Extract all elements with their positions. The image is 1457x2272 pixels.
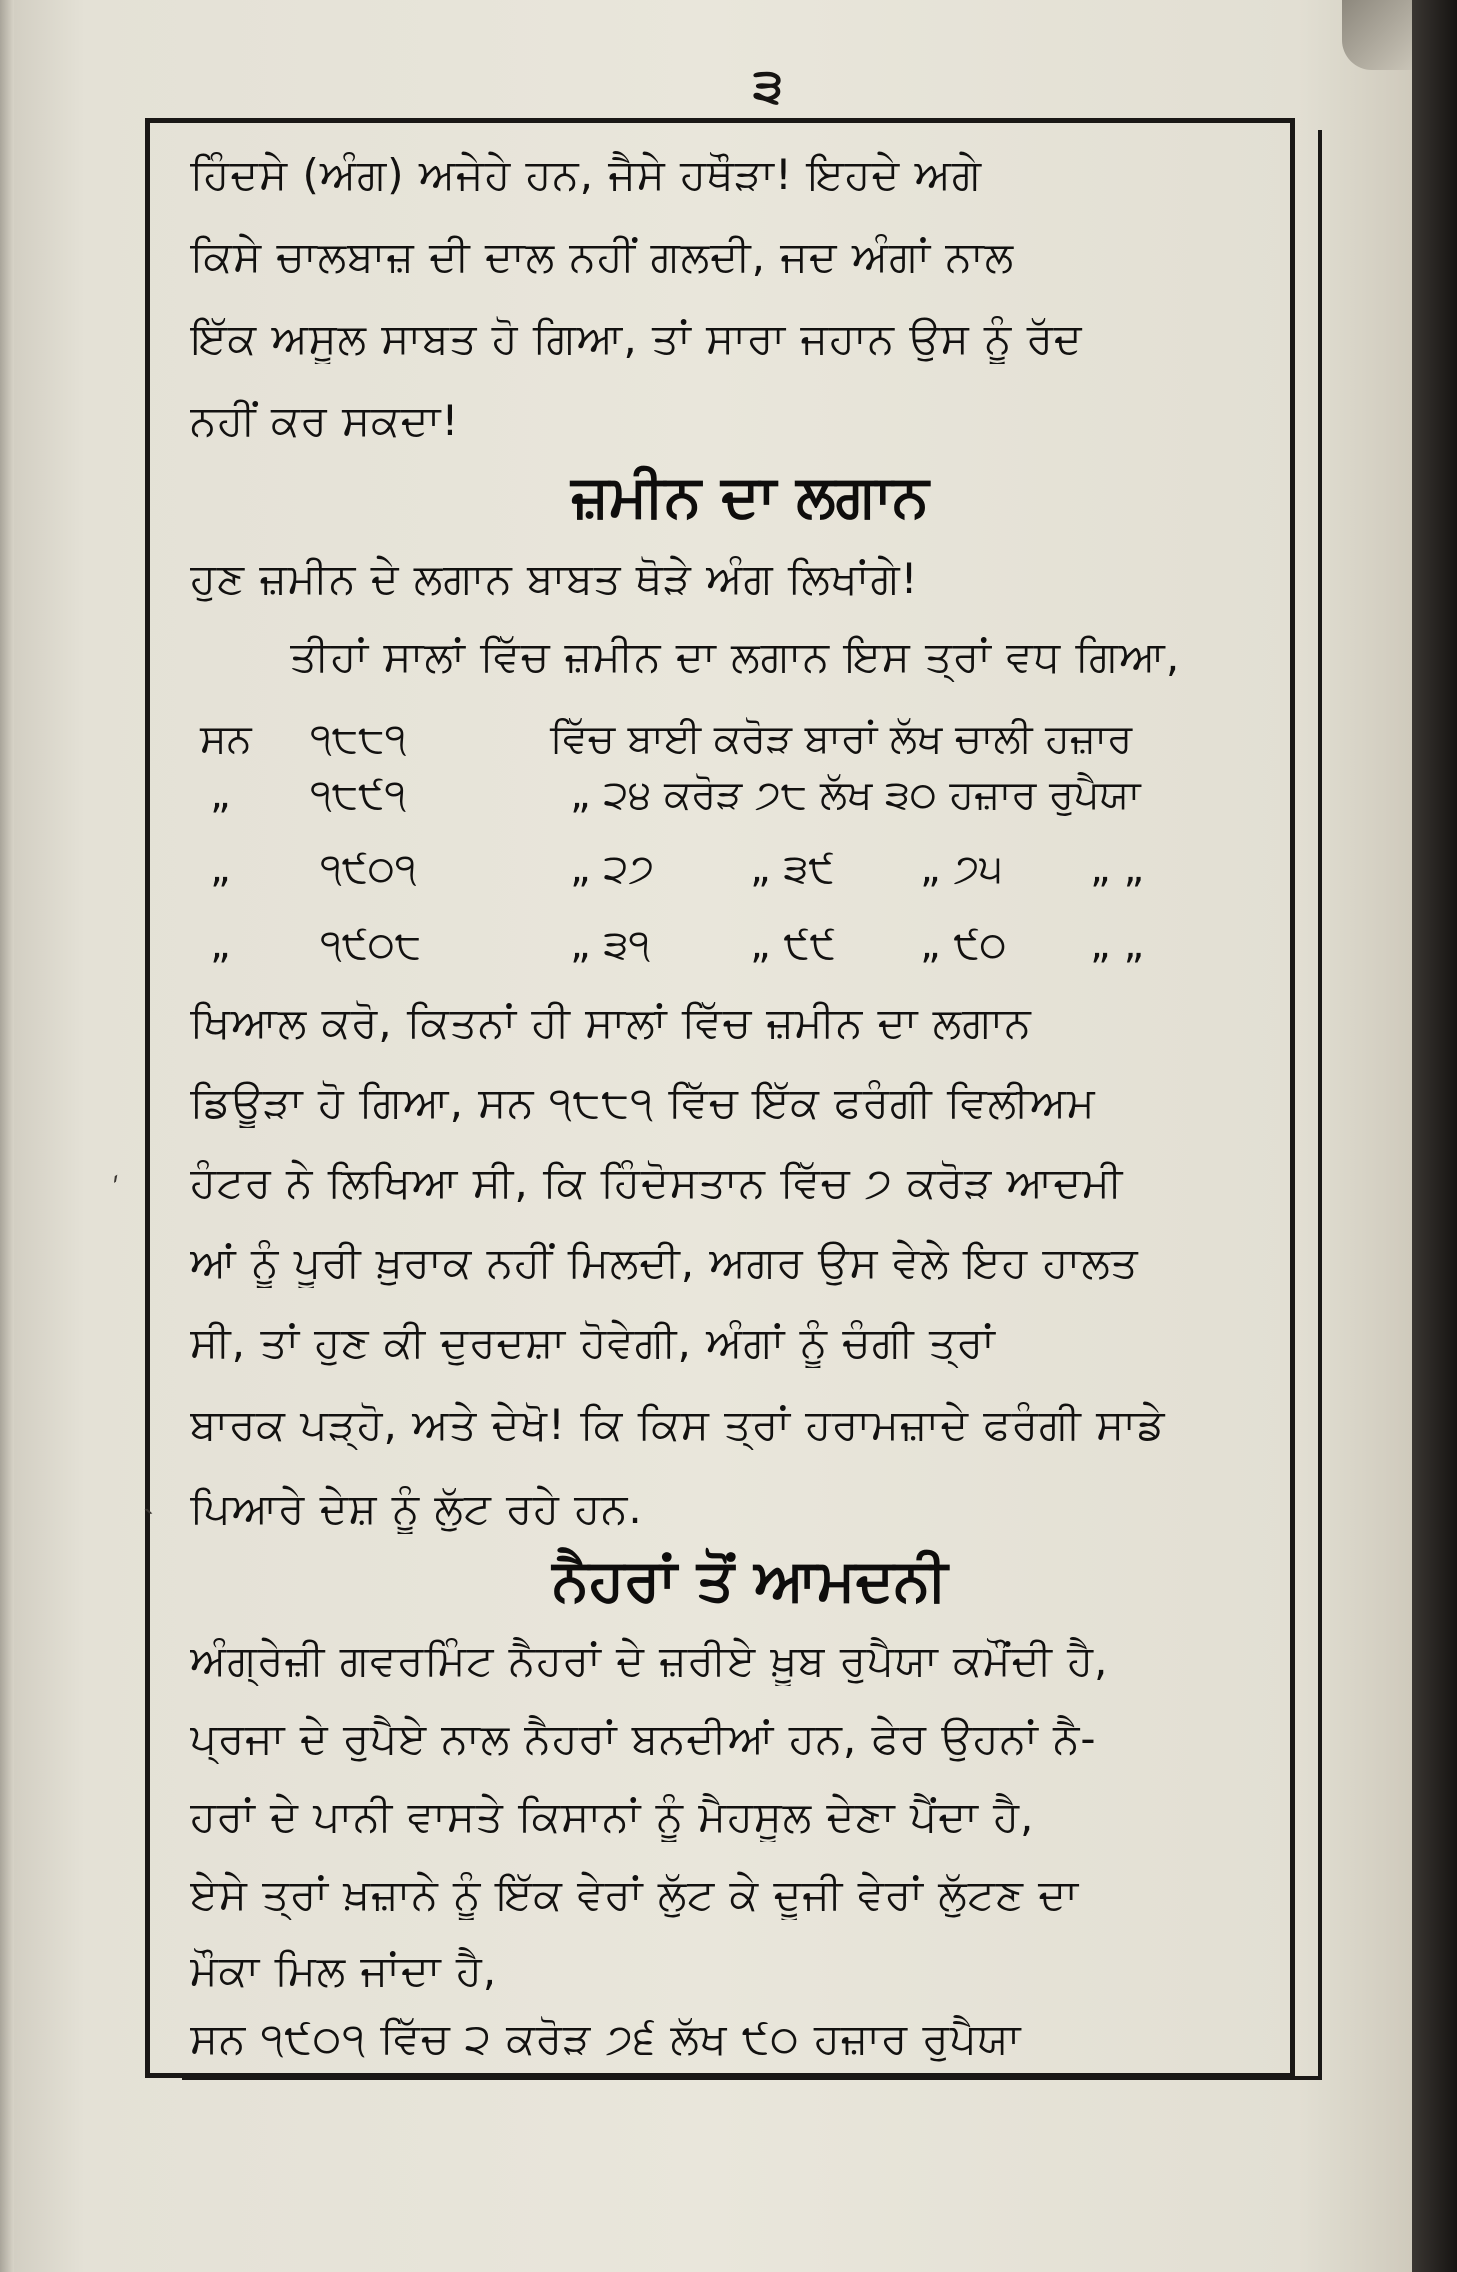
row-label: „ xyxy=(210,846,231,892)
paragraph1-line: ਕਿਸੇ ਚਾਲਬਾਜ਼ ਦੀ ਦਾਲ ਨਹੀਂ ਗਲਦੀ, ਜਦ ਅੰਗਾਂ ਨਾਲ xyxy=(190,232,1015,281)
revenue-table-row xyxy=(190,716,1310,772)
row-crore: „ ੨੭ xyxy=(570,846,655,892)
section-heading-land-revenue: ਜ਼ਮੀਨ ਦਾ ਲਗਾਨ xyxy=(571,462,929,530)
row-crore: „ ੩੧ xyxy=(570,922,651,968)
row-ditto: „ „ xyxy=(1090,922,1145,968)
revenue-table-row xyxy=(190,846,1310,902)
row-lakh: „ ੯੯ xyxy=(750,922,836,968)
row-label: ਸਨ xyxy=(200,716,252,762)
paragraph3-line: ਆਂ ਨੂੰ ਪੂਰੀ ਖ਼ੁਰਾਕ ਨਹੀਂ ਮਿਲਦੀ, ਅਗਰ ਉਸ ਵੇਲੇ ਇਹ ਹਾਲਤ xyxy=(190,1238,1139,1287)
paragraph1-line: ਹਿੰਦਸੇ (ਅੰਗ) ਅਜੇਹੇ ਹਨ, ਜੈਸੇ ਹਥੌੜਾ! ਇਹਦੇ ਅਗੇ xyxy=(190,150,982,199)
pencil-mark: ˏ xyxy=(92,1148,123,1187)
paragraph3-line: ਖਿਆਲ ਕਰੋ, ਕਿਤਨਾਂ ਹੀ ਸਾਲਾਂ ਵਿੱਚ ਜ਼ਮੀਨ ਦਾ ਲਗਾਨ xyxy=(190,998,1032,1047)
row-label: „ xyxy=(210,772,231,818)
paragraph3-line: ਸੀ, ਤਾਂ ਹੁਣ ਕੀ ਦੁਰਦਸ਼ਾ ਹੋਵੇਗੀ, ਅੰਗਾਂ ਨੂੰ ਚੰਗੀ ਤ੍ਰਾਂ xyxy=(190,1318,996,1367)
page-spine-shadow xyxy=(0,0,14,2272)
paragraph3-line: ਬਾਰਕ ਪੜ੍ਹੋ, ਅਤੇ ਦੇਖੋ! ਕਿ ਕਿਸ ਤ੍ਰਾਂ ਹਰਾਮਜ਼ਾਦੇ ਫਰੰਗੀ ਸਾਡੇ xyxy=(190,1400,1166,1449)
paragraph1-line: ਇੱਕ ਅਸੂਲ ਸਾਬਤ ਹੋ ਗਿਆ, ਤਾਂ ਸਾਰਾ ਜਹਾਨ ਉਸ ਨੂੰ ਰੱਦ xyxy=(190,314,1083,363)
row-value: „ ੨੪ ਕਰੋੜ ੭੮ ਲੱਖ ੩੦ ਹਜ਼ਾਰ ਰੁਪੈਯਾ xyxy=(570,772,1141,818)
revenue-table-row xyxy=(190,772,1310,828)
page-corner xyxy=(1342,0,1412,70)
paragraph1-line: ਨਹੀਂ ਕਰ ਸਕਦਾ! xyxy=(190,396,460,445)
row-thousand: „ ੭੫ xyxy=(920,846,1003,892)
row-lakh: „ ੩੯ xyxy=(750,846,835,892)
paragraph4-line: ਪ੍ਰਜਾ ਦੇ ਰੁਪੈਏ ਨਾਲ ਨੈਹਰਾਂ ਬਨਦੀਆਂ ਹਨ, ਫੇਰ ਉਹਨਾਂ ਨੈ- xyxy=(190,1714,1097,1763)
paragraph4-line: ਹਰਾਂ ਦੇ ਪਾਨੀ ਵਾਸਤੇ ਕਿਸਾਨਾਂ ਨੂੰ ਮੈਹਸੂਲ ਦੇਣਾ ਪੈਂਦਾ ਹੈ, xyxy=(190,1792,1035,1841)
paragraph3-line: ਹੰਟਰ ਨੇ ਲਿਖਿਆ ਸੀ, ਕਿ ਹਿੰਦੋਸਤਾਨ ਵਿੱਚ ੭ ਕਰੋੜ ਆਦਮੀ xyxy=(190,1158,1124,1207)
paragraph3-line: ਡਿਊੜਾ ਹੋ ਗਿਆ, ਸਨ ੧੮੮੧ ਵਿੱਚ ਇੱਕ ਫਰੰਗੀ ਵਿਲੀਅਮ xyxy=(190,1078,1096,1127)
pencil-mark: ˎ xyxy=(137,1478,158,1517)
revenue-table-row xyxy=(190,922,1310,978)
row-year: ੧੮੯੧ xyxy=(310,772,407,818)
paragraph4-line: ਏਸੇ ਤ੍ਰਾਂ ਖ਼ਜ਼ਾਨੇ ਨੂੰ ਇੱਕ ਵੇਰਾਂ ਲੁੱਟ ਕੇ ਦੂਜੀ ਵੇਰਾਂ ਲੁੱਟਣ ਦਾ xyxy=(190,1870,1080,1919)
row-value: ਵਿੱਚ ਬਾਈ ਕਰੋੜ ਬਾਰਾਂ ਲੱਖ ਚਾਲੀ ਹਜ਼ਾਰ xyxy=(550,716,1133,762)
paragraph3-line: ਪਿਆਰੇ ਦੇਸ਼ ਨੂੰ ਲੁੱਟ ਰਹੇ ਹਨ. xyxy=(190,1484,643,1533)
row-ditto: „ „ xyxy=(1090,846,1145,892)
paragraph4-line: ਅੰਗ੍ਰੇਜ਼ੀ ਗਵਰਮਿੰਟ ਨੈਹਰਾਂ ਦੇ ਜ਼ਰੀਏ ਖ਼ੂਬ ਰੁਪੈਯਾ ਕਮੌਂਦੀ ਹੈ, xyxy=(190,1636,1109,1685)
section-heading-canal-income: ਨੈਹਰਾਂ ਤੋਂ ਆਮਦਨੀ xyxy=(552,1546,948,1614)
paragraph4-line: ਸਨ ੧੯੦੧ ਵਿੱਚ ੨ ਕਰੋੜ ੭੬ ਲੱਖ ੯੦ ਹਜ਼ਾਰ ਰੁਪੈਯਾ xyxy=(190,2014,1022,2063)
row-thousand: „ ੯੦ xyxy=(920,922,1007,968)
paragraph4-line: ਮੌਕਾ ਮਿਲ ਜਾਂਦਾ ਹੈ, xyxy=(190,1946,498,1995)
row-year: ੧੯੦੮ xyxy=(320,922,422,968)
row-year: ੧੮੮੧ xyxy=(310,716,407,762)
book-edge-shadow xyxy=(1412,0,1457,2272)
row-year: ੧੯੦੧ xyxy=(320,846,417,892)
paragraph2-line: ਤੀਹਾਂ ਸਾਲਾਂ ਵਿੱਚ ਜ਼ਮੀਨ ਦਾ ਲਗਾਨ ਇਸ ਤ੍ਰਾਂ ਵਧ ਗਿਆ, xyxy=(290,632,1181,681)
page-number: ੩ xyxy=(753,58,783,114)
paragraph2-line: ਹੁਣ ਜ਼ਮੀਨ ਦੇ ਲਗਾਨ ਬਾਬਤ ਥੋੜੇ ਅੰਗ ਲਿਖਾਂਗੇ! xyxy=(190,554,919,603)
row-label: „ xyxy=(210,922,231,968)
